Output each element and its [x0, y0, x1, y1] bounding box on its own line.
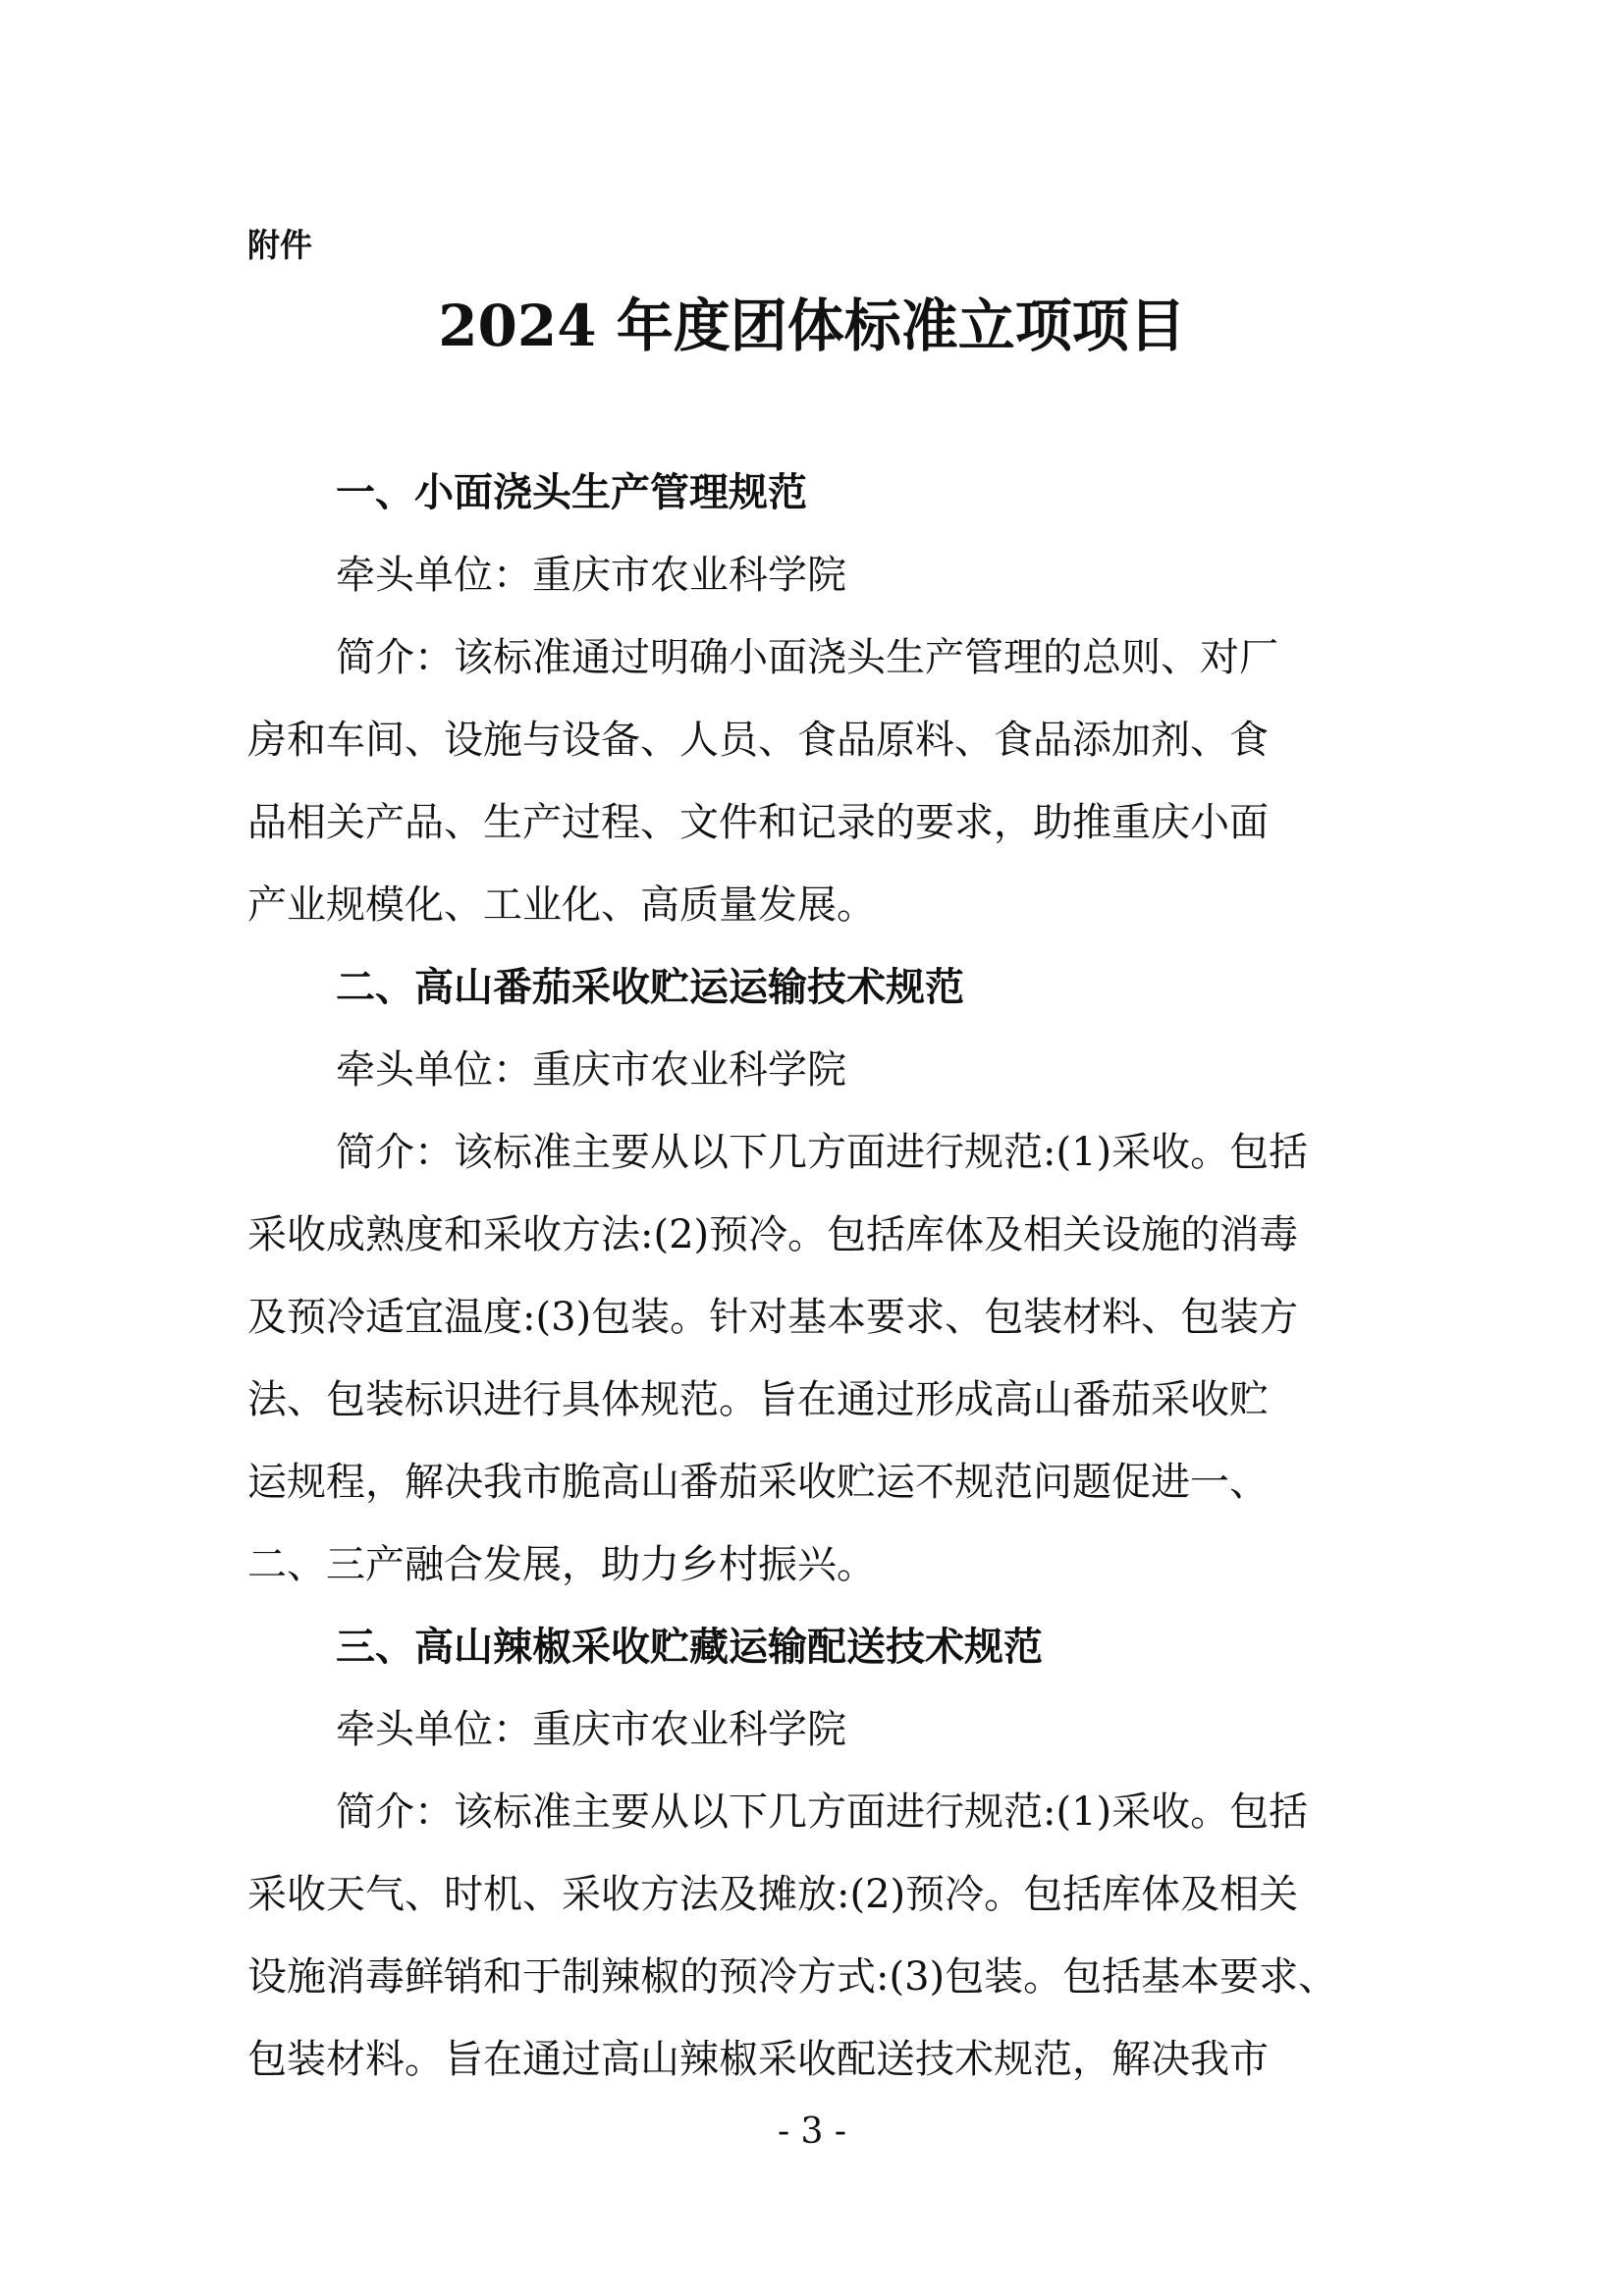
intro-line: 房和车间、设施与设备、人员、食品原料、食品添加剂、食	[247, 718, 1269, 763]
lead-unit: 牵头单位：重庆市农业科学院	[336, 1047, 846, 1093]
section-heading: 二、高山番茄采收贮运运输技术规范	[336, 965, 964, 1010]
document-title: 2024 年度团体标准立项项目	[438, 293, 1186, 359]
intro-line: 设施消毒鲜销和于制辣椒的预冷方式:(3)包装。包括基本要求、	[247, 1954, 1338, 2000]
section-intro	[247, 1111, 1386, 1606]
intro-line: 简介：该标准主要从以下几方面进行规范:(1)采收。包括	[336, 1789, 1309, 1835]
intro-line: 采收天气、时机、采收方法及摊放:(2)预冷。包括库体及相关	[247, 1872, 1299, 1917]
intro-line: 品相关产品、生产过程、文件和记录的要求，助推重庆小面	[247, 800, 1269, 845]
section-3	[247, 1606, 1386, 2101]
intro-line: 采收成熟度和采收方法:(2)预冷。包括库体及相关设施的消毒	[247, 1212, 1299, 1257]
section-intro	[247, 616, 1386, 946]
document-body	[247, 452, 1386, 2101]
page-number: - 3 -	[777, 2111, 847, 2152]
intro-line: 简介：该标准通过明确小面浇头生产管理的总则、对厂	[336, 635, 1278, 680]
intro-line: 产业规模化、工业化、高质量发展。	[247, 882, 876, 928]
section-heading: 一、小面浇头生产管理规范	[336, 470, 807, 515]
intro-line: 包装材料。旨在通过高山辣椒采收配送技术规范，解决我市	[247, 2037, 1269, 2082]
section-intro	[247, 1771, 1386, 2101]
lead-unit: 牵头单位：重庆市农业科学院	[336, 1707, 846, 1752]
section-heading: 三、高山辣椒采收贮藏运输配送技术规范	[336, 1625, 1043, 1670]
intro-line: 二、三产融合发展，助力乡村振兴。	[247, 1542, 876, 1587]
section-1	[247, 452, 1386, 946]
intro-line: 运规程，解决我市脆高山番茄采收贮运不规范问题促进一、	[247, 1460, 1269, 1505]
section-2	[247, 946, 1386, 1606]
intro-line: 简介：该标准主要从以下几方面进行规范:(1)采收。包括	[336, 1130, 1309, 1175]
intro-line: 法、包装标识进行具体规范。旨在通过形成高山番茄采收贮	[247, 1377, 1269, 1422]
attachment-label: 附件	[247, 226, 312, 264]
lead-unit: 牵头单位：重庆市农业科学院	[336, 553, 846, 598]
intro-line: 及预冷适宜温度:(3)包装。针对基本要求、包装材料、包装方	[247, 1295, 1299, 1340]
